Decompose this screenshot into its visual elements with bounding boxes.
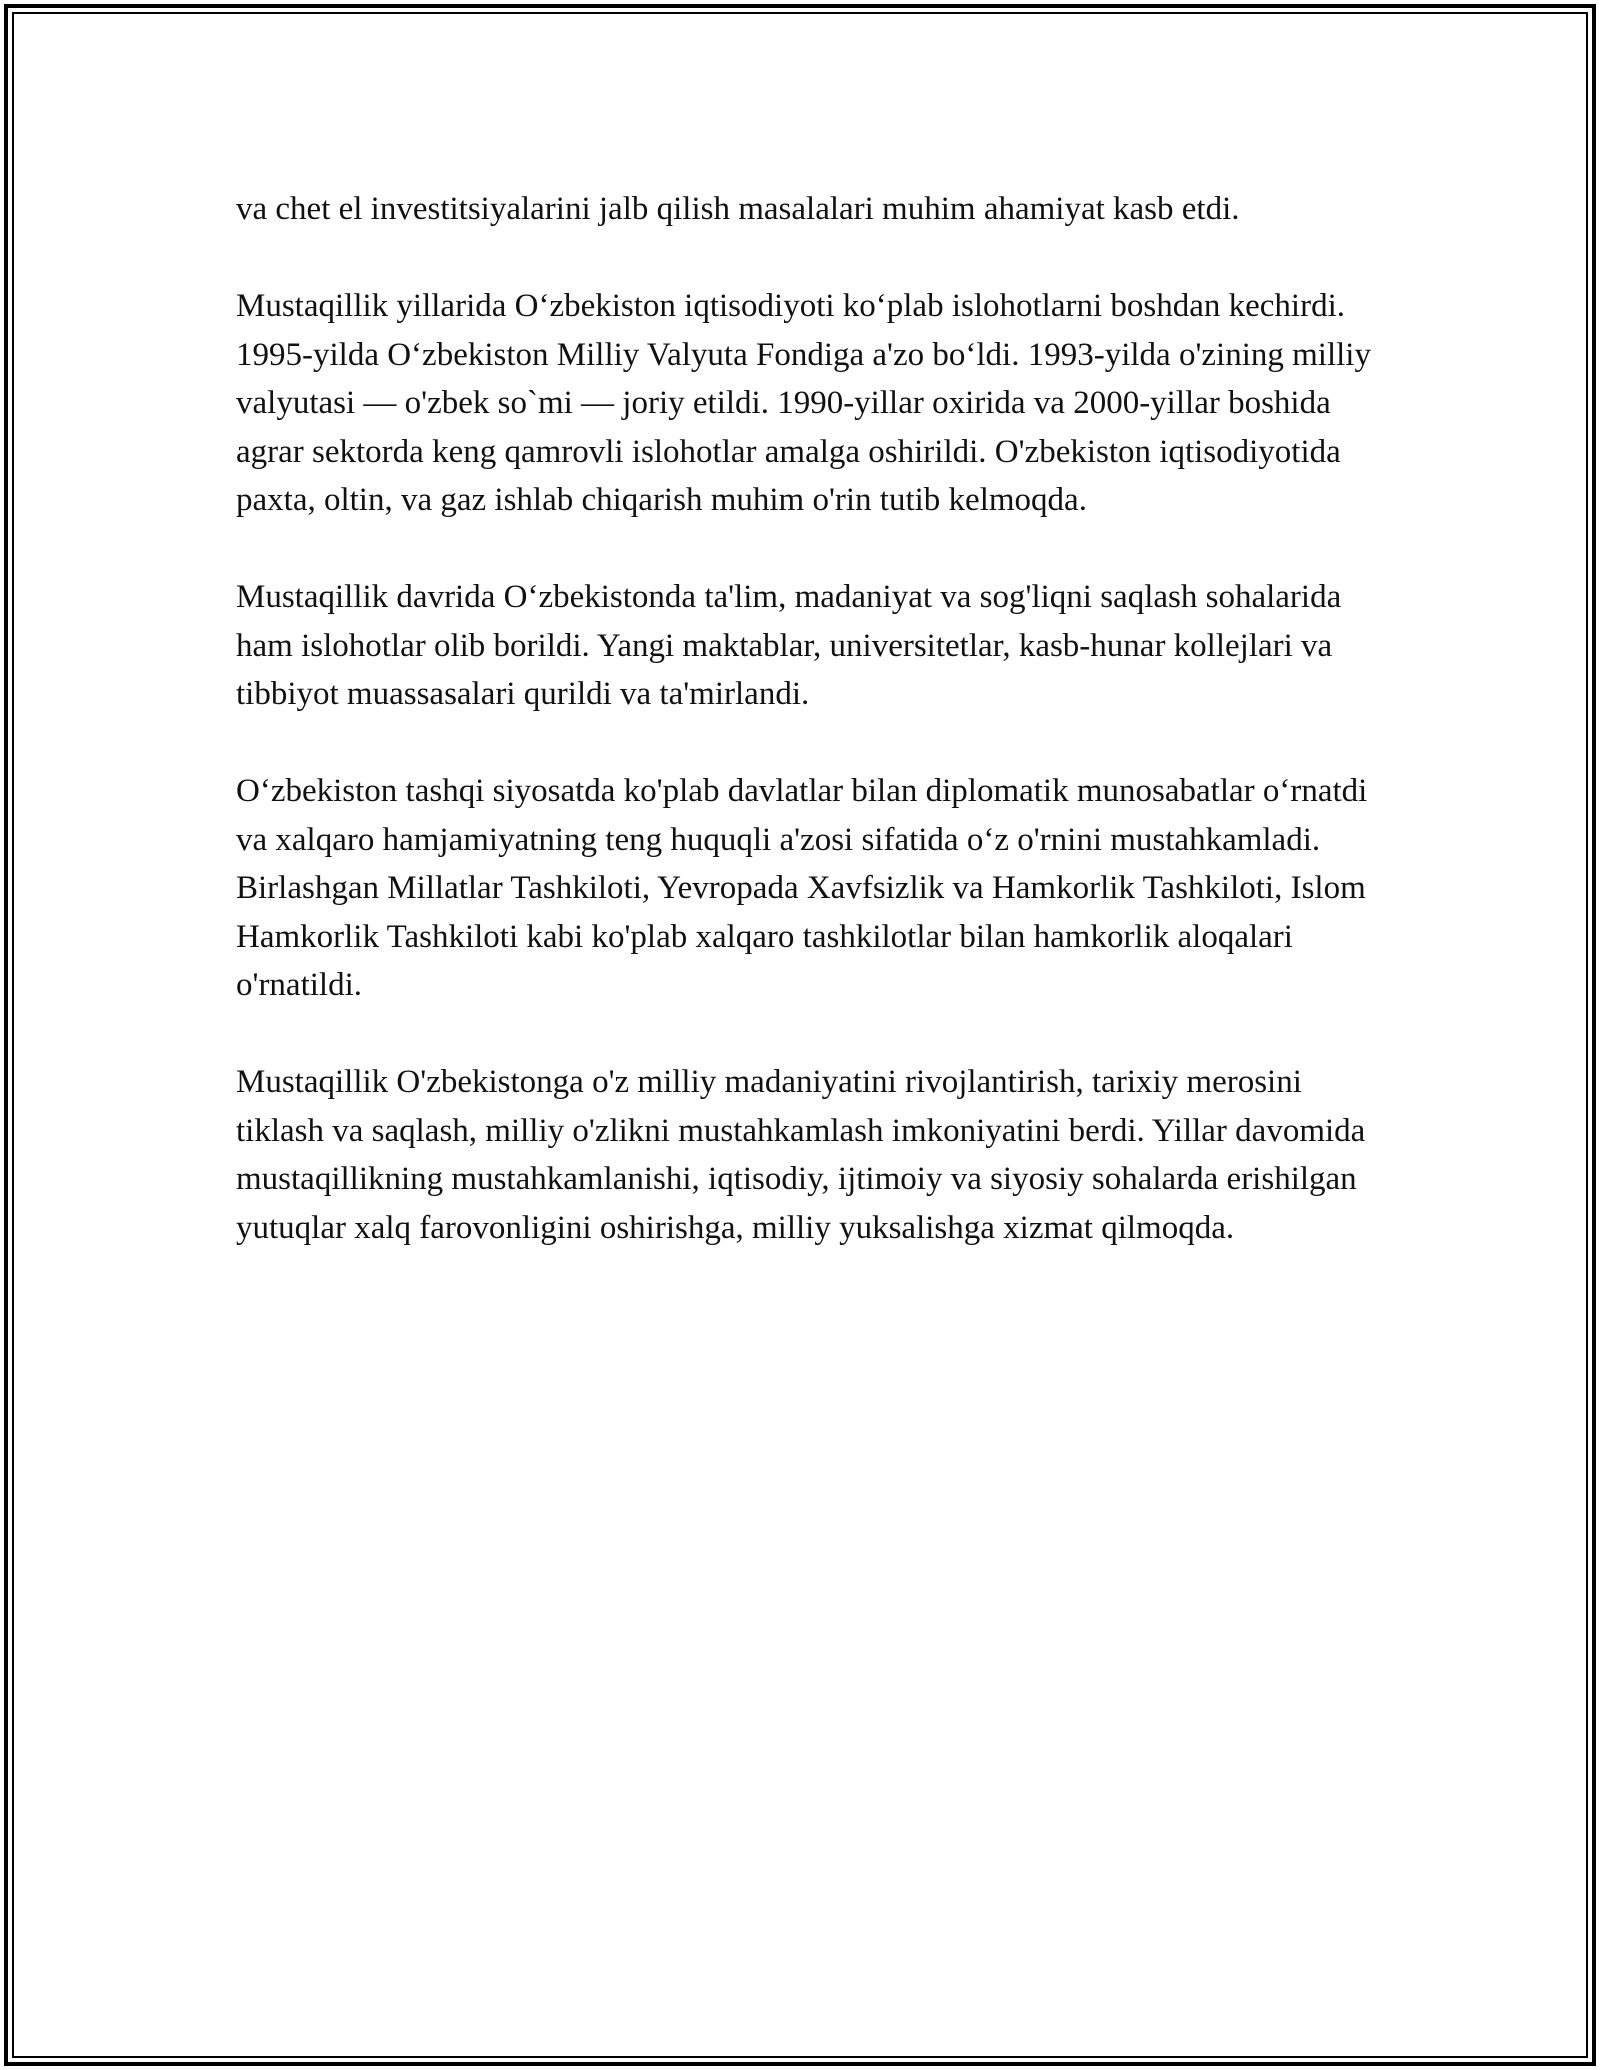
- paragraph-2: Mustaqillik yillarida O‘zbekiston iqtisodiyoti ko‘plab islohotlarni boshdan kechirdi. 1995-yilda O‘zbekiston Milliy Valyuta Fondiga a'zo bo‘ldi. 1993-yilda o'zining milliy valyutasi — o'zbek so`mi — joriy etildi. 1990-yillar oxirida va 2000-yillar boshida agrar sektorda keng qamrovli islohotlar amalga oshirildi. O'zbekiston iqtisodiyotida paxta, oltin, va gaz ishlab chiqarish muhim o'rin tutib kelmoqda.: [236, 288, 1371, 518]
- paragraph-3: Mustaqillik davrida O‘zbekistonda ta'lim, madaniyat va sog'liqni saqlash sohalarida ham islohotlar olib borildi. Yangi maktablar, universitetlar, kasb-hunar kollejlari va tibbiyot muassasalari qurildi va ta'mirlandi.: [236, 579, 1342, 712]
- paragraph-4: O‘zbekiston tashqi siyosatda ko'plab davlatlar bilan diplomatik munosabatlar o‘rnatdi va xalqaro hamjamiyatning teng huquqli a'zosi sifatida o‘z o'rnini mustahkamladi. Birlashgan Millatlar Tashkiloti, Yevropada Xavfsizlik va Hamkorlik Tashkiloti, Islom Hamkorlik Tashkiloti kabi ko'plab xalqaro tashkilotlar bilan hamkorlik aloqalari o'rnatildi.: [236, 773, 1368, 1003]
- paragraph-1: va chet el investitsiyalarini jalb qilish masalalari muhim ahamiyat kasb etdi.: [236, 191, 1240, 227]
- paragraph-5: Mustaqillik O'zbekistonga o'z milliy madaniyatini rivojlantirish, tarixiy merosini tiklash va saqlash, milliy o'zlikni mustahkamlash imkoniyatini berdi. Yillar davomida mustaqillikning mustahkamlanishi, iqtisodiy, ijtimoiy va siyosiy sohalarda erishilgan yutuqlar xalq farovonligini oshirishga, milliy yuksalishga xizmat qilmoqda.: [236, 1064, 1366, 1246]
- document-body: [236, 185, 1376, 1301]
